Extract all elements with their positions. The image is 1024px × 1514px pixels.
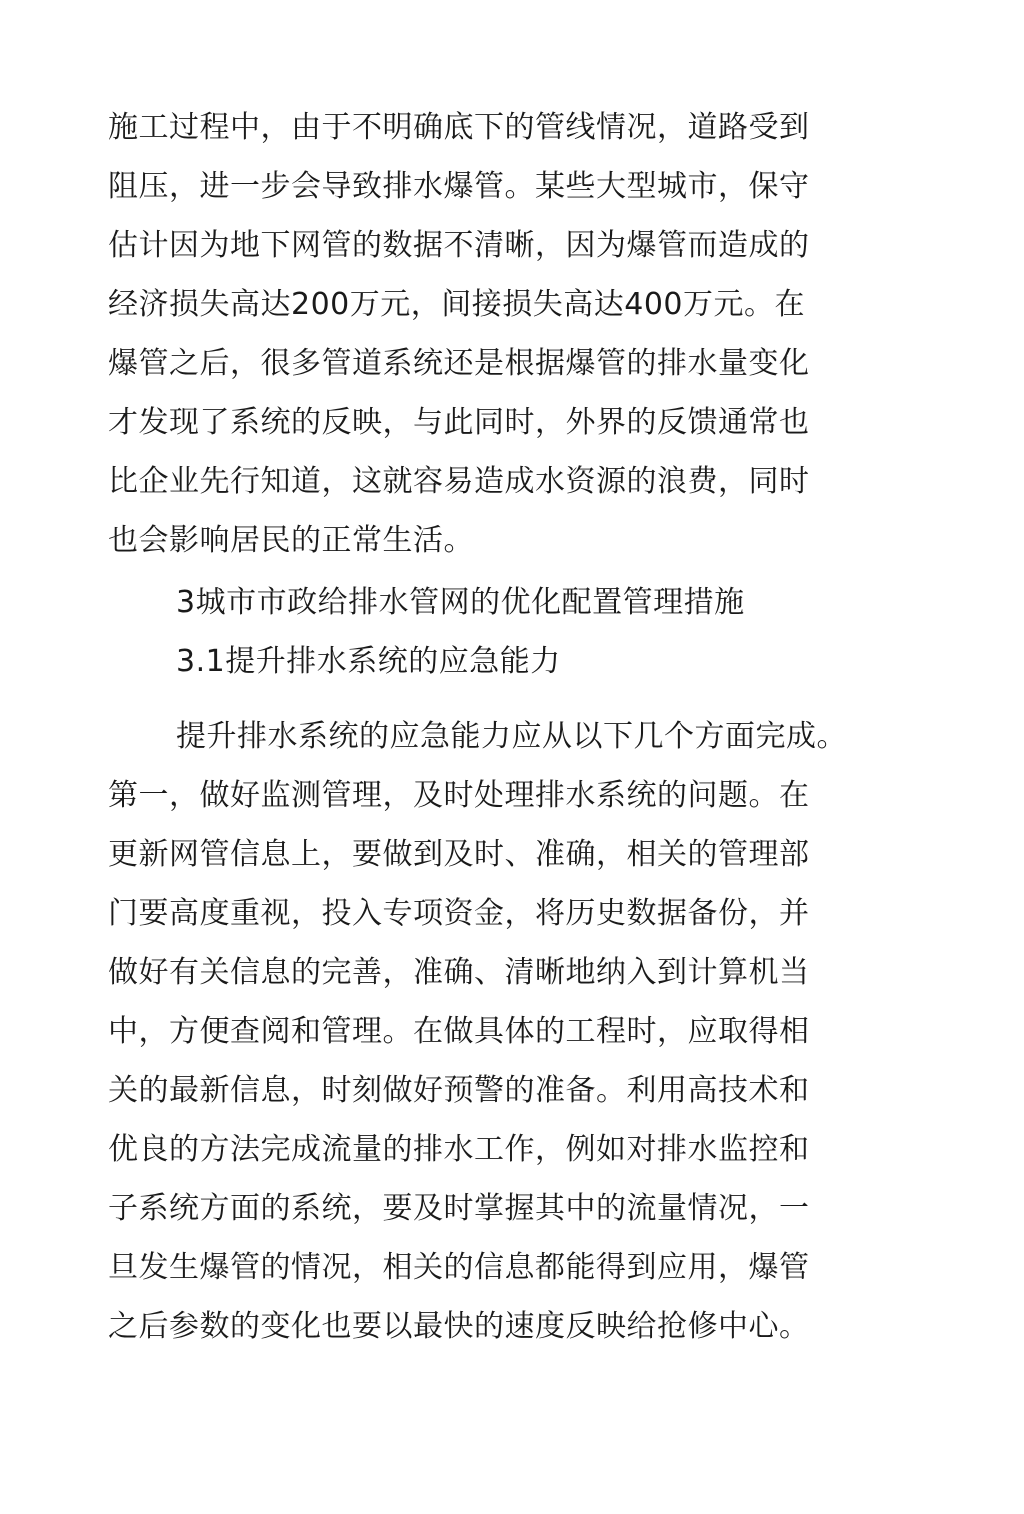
paragraph-2-line-2: 第一，做好监测管理，及时处理排水系统的问题。在 [108, 778, 810, 813]
paragraph-1-line-3: 估计因为地下网管的数据不清晰，因为爆管而造成的 [108, 228, 810, 263]
paragraph-1-line-6: 才发现了系统的反映，与此同时，外界的反馈通常也 [108, 405, 810, 440]
paragraph-2-line-11: 之后参数的变化也要以最快的速度反映给抢修中心。 [108, 1309, 810, 1344]
paragraph-1-line-5: 爆管之后，很多管道系统还是根据爆管的排水量变化 [108, 346, 810, 381]
paragraph-2-line-3: 更新网管信息上，要做到及时、准确，相关的管理部 [108, 837, 810, 872]
paragraph-1-line-1: 施工过程中，由于不明确底下的管线情况，道路受到 [108, 110, 810, 145]
paragraph-2-line-9: 子系统方面的系统，要及时掌握其中的流量情况，一 [108, 1191, 810, 1226]
section-heading: 3城市市政给排水管网的优化配置管理措施 [176, 585, 745, 620]
paragraph-2-line-10: 旦发生爆管的情况，相关的信息都能得到应用，爆管 [108, 1250, 810, 1285]
paragraph-2-line-6: 中，方便查阅和管理。在做具体的工程时，应取得相 [108, 1014, 810, 1049]
paragraph-2-line-5: 做好有关信息的完善，准确、清晰地纳入到计算机当 [108, 955, 810, 990]
paragraph-1-line-8: 也会影响居民的正常生活。 [108, 523, 474, 558]
paragraph-2-line-8: 优良的方法完成流量的排水工作，例如对排水监控和 [108, 1132, 810, 1167]
paragraph-1-line-7: 比企业先行知道，这就容易造成水资源的浪费，同时 [108, 464, 810, 499]
paragraph-1-line-4: 经济损失高达200万元，间接损失高达400万元。在 [108, 287, 806, 322]
paragraph-1-line-2: 阻压，进一步会导致排水爆管。某些大型城市，保守 [108, 169, 810, 204]
subsection-heading: 3.1提升排水系统的应急能力 [176, 644, 561, 679]
paragraph-2-line-4: 门要高度重视，投入专项资金，将历史数据备份，并 [108, 896, 810, 931]
paragraph-2-line-1: 提升排水系统的应急能力应从以下几个方面完成。 [176, 719, 847, 754]
paragraph-2-line-7: 关的最新信息，时刻做好预警的准备。利用高技术和 [108, 1073, 810, 1108]
